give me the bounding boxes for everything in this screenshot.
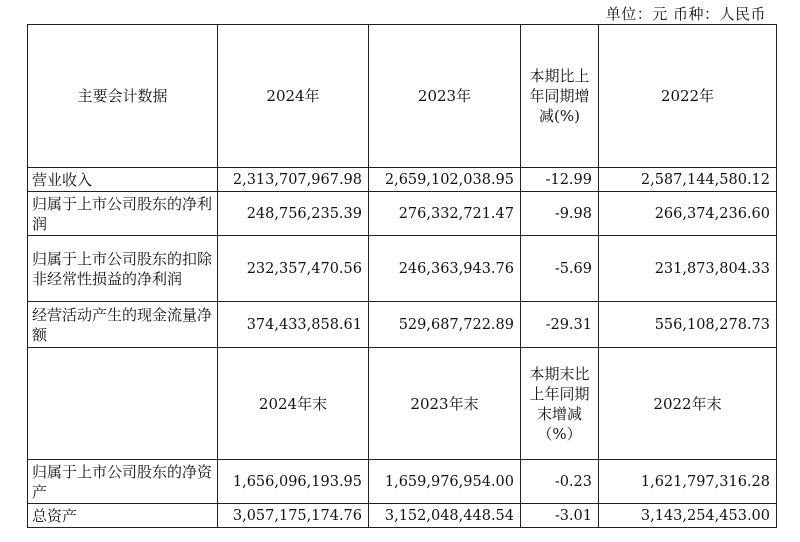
value-2023: 2,659,102,038.95 <box>369 168 521 192</box>
value-2024: 248,756,235.39 <box>218 192 369 236</box>
value-2023: 1,659,976,954.00 <box>369 460 521 504</box>
value-change: -0.23 <box>521 460 599 504</box>
value-change: -5.69 <box>521 236 599 302</box>
value-2024: 374,433,858.61 <box>218 302 369 348</box>
value-2023: 276,332,721.47 <box>369 192 521 236</box>
row-label: 总资产 <box>28 504 218 528</box>
table-row <box>28 168 777 192</box>
header-2024-end: 2024年末 <box>218 348 369 460</box>
header-change: 本期比上年同期增减(%) <box>521 25 599 168</box>
value-change: -29.31 <box>521 302 599 348</box>
header-2022-end: 2022年末 <box>599 348 777 460</box>
header-empty <box>28 348 218 460</box>
row-label: 经营活动产生的现金流量净额 <box>28 302 218 348</box>
table-row <box>28 192 777 236</box>
header-main-data: 主要会计数据 <box>28 25 218 168</box>
table-row <box>28 236 777 302</box>
row-label: 营业收入 <box>28 168 218 192</box>
value-2022: 3,143,254,453.00 <box>599 504 777 528</box>
value-2023: 529,687,722.89 <box>369 302 521 348</box>
value-2022: 556,108,278.73 <box>599 302 777 348</box>
value-2024: 2,313,707,967.98 <box>218 168 369 192</box>
header-row <box>28 25 777 168</box>
value-2024: 1,656,096,193.95 <box>218 460 369 504</box>
value-change: -9.98 <box>521 192 599 236</box>
header-2024: 2024年 <box>218 25 369 168</box>
header-change-end: 本期末比上年同期末增减（%） <box>521 348 599 460</box>
value-2024: 232,357,470.56 <box>218 236 369 302</box>
header-row-period-end <box>28 348 777 460</box>
row-label: 归属于上市公司股东的净资产 <box>28 460 218 504</box>
header-2023-end: 2023年末 <box>369 348 521 460</box>
row-label: 归属于上市公司股东的净利润 <box>28 192 218 236</box>
row-label: 归属于上市公司股东的扣除非经常性损益的净利润 <box>28 236 218 302</box>
value-2022: 266,374,236.60 <box>599 192 777 236</box>
value-2023: 246,363,943.76 <box>369 236 521 302</box>
value-change: -12.99 <box>521 168 599 192</box>
header-2022: 2022年 <box>599 25 777 168</box>
key-accounting-data-table <box>27 24 777 528</box>
table-row <box>28 302 777 348</box>
value-2022: 231,873,804.33 <box>599 236 777 302</box>
table-row <box>28 460 777 504</box>
value-2023: 3,152,048,448.54 <box>369 504 521 528</box>
value-2022: 1,621,797,316.28 <box>599 460 777 504</box>
value-2022: 2,587,144,580.12 <box>599 168 777 192</box>
header-2023: 2023年 <box>369 25 521 168</box>
value-change: -3.01 <box>521 504 599 528</box>
value-2024: 3,057,175,174.76 <box>218 504 369 528</box>
unit-currency-note: 单位：元 币种：人民币 <box>605 5 766 23</box>
table-row <box>28 504 777 528</box>
